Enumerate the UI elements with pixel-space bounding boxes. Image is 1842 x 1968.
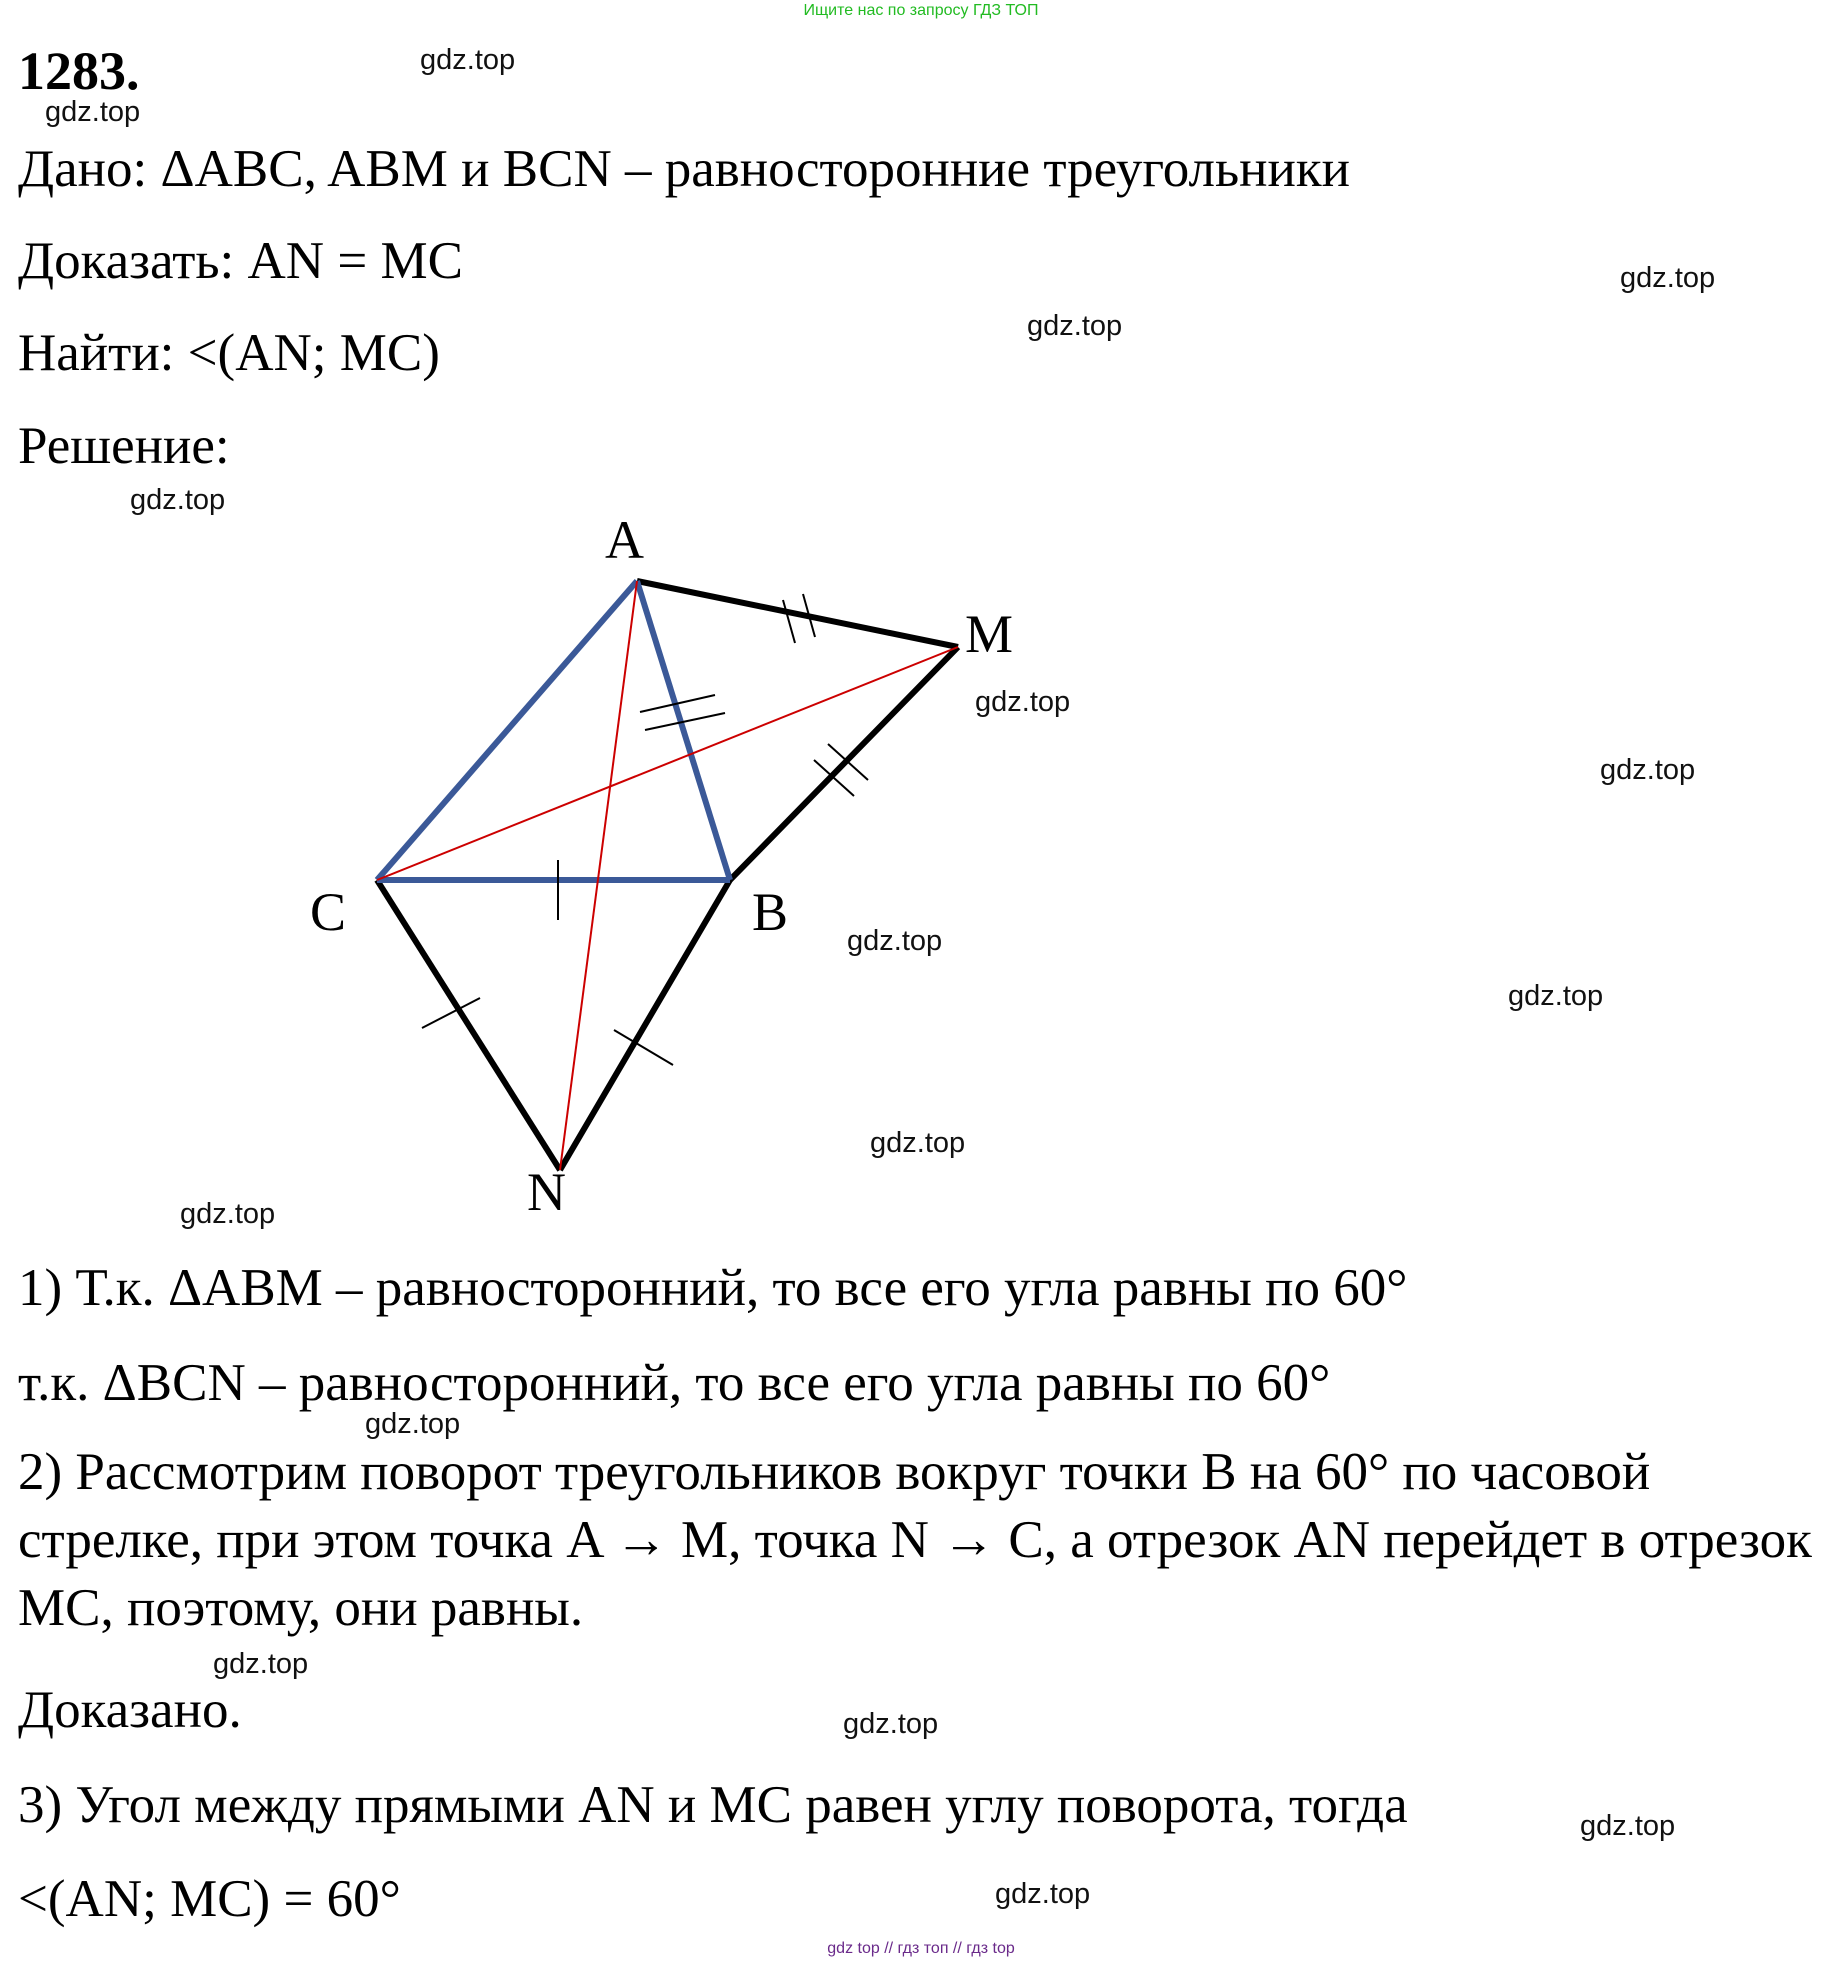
watermark: gdz.top: [1508, 980, 1604, 1012]
watermark: gdz.top: [1600, 754, 1696, 786]
prove-line: Доказать: AN = MC: [18, 232, 463, 290]
tick-am-1: [783, 600, 795, 643]
label-b: B: [752, 882, 789, 942]
side-bn: [560, 880, 730, 1170]
watermark: gdz.top: [843, 1708, 939, 1740]
side-mb: [730, 647, 958, 880]
watermark: gdz.top: [180, 1198, 276, 1230]
watermark: gdz.top: [213, 1648, 309, 1680]
watermark: gdz.top: [1027, 310, 1123, 342]
top-banner[interactable]: Ищите нас по запросу ГДЗ ТОП: [803, 2, 1039, 19]
step-3: 3) Угол между прямыми AN и MC равен углу поворота, тогда: [18, 1776, 1408, 1834]
label-n: N: [527, 1162, 566, 1222]
side-nc: [377, 880, 560, 1170]
watermark: gdz.top: [995, 1878, 1091, 1910]
watermark: gdz.top: [1620, 262, 1716, 294]
watermark: gdz.top: [45, 96, 141, 128]
find-line: Найти: <(AN; MC): [18, 324, 440, 382]
watermark: gdz.top: [365, 1408, 461, 1440]
side-ab: [637, 581, 730, 880]
proved-line: Доказано.: [18, 1681, 242, 1739]
side-am: [637, 581, 958, 647]
watermark: gdz.top: [420, 44, 516, 76]
step-2: 2) Рассмотрим поворот треугольников вокруг точки B на 60° по часовой стрелке, при этом точка A → M, точка N → C, а отрезок AN перейдет в отрезок MC, поэтому, они равны.: [18, 1443, 1812, 1637]
watermark: gdz.top: [847, 925, 943, 957]
label-a: A: [605, 510, 644, 570]
bottom-banner[interactable]: gdz top // гдз топ // гдз top: [827, 1940, 1015, 1957]
label-m: M: [965, 604, 1014, 664]
label-c: C: [310, 882, 347, 942]
watermark: gdz.top: [975, 686, 1071, 718]
watermark: gdz.top: [870, 1127, 966, 1159]
watermark: gdz.top: [130, 484, 226, 516]
solution-heading: Решение:: [18, 417, 230, 475]
watermark: gdz.top: [1580, 1810, 1676, 1842]
step-1b: т.к. ΔBCN – равносторонний, то все его угла равны по 60°: [18, 1354, 1331, 1412]
side-ac: [377, 581, 637, 880]
problem-number: 1283.: [18, 41, 140, 101]
given-line: Дано: ΔABC, ABM и BCN – равносторонние треугольники: [18, 140, 1351, 198]
answer-line: <(AN; MC) = 60°: [18, 1870, 401, 1928]
step-1a: 1) Т.к. ΔABM – равносторонний, то все его угла равны по 60°: [18, 1259, 1408, 1317]
segment-an: [560, 581, 637, 1170]
